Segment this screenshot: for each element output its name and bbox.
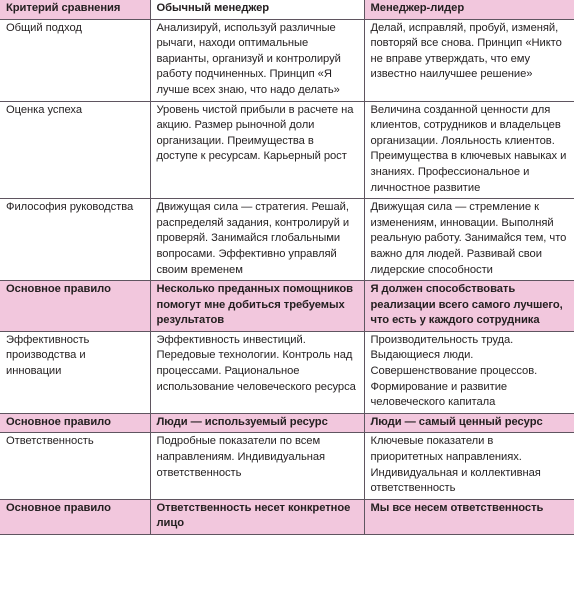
row-criterion: Основное правило (0, 281, 150, 332)
row-leader-manager: Делай, исправляй, пробуй, изменяй, повторяй все снова. Принцип «Никто не вправе утверждать, что ему известно наилучшее решение» (364, 19, 574, 101)
table-row (0, 199, 574, 281)
row-regular-manager: Несколько преданных помощников помогут мне добиться требуемых результатов (150, 281, 364, 332)
row-regular-manager: Движущая сила — стратегия. Решай, распределяй задания, контролируй и проверяй. Занимайся глобальными вопросами. Эффективно управляй своим временем (150, 199, 364, 281)
row-criterion: Эффективность производства и инновации (0, 331, 150, 413)
table-row (0, 433, 574, 499)
row-criterion: Основное правило (0, 499, 150, 534)
rule-row (0, 281, 574, 332)
rule-row (0, 413, 574, 433)
table-row (0, 331, 574, 413)
row-leader-manager: Ключевые показатели в приоритетных направлениях. Индивидуальная и коллективная ответственность (364, 433, 574, 499)
row-regular-manager: Анализируй, используй различные рычаги, находи оптимальные варианты, организуй и контролируй работу подчиненных. Принцип «Я лучше всех знаю, что надо делать» (150, 19, 364, 101)
row-regular-manager: Эффективность инвестиций. Передовые технологии. Контроль над процессами. Рациональное использование человеческого ресурса (150, 331, 364, 413)
row-regular-manager: Подробные показатели по всем направлениям. Индивидуальная ответственность (150, 433, 364, 499)
row-criterion: Общий подход (0, 19, 150, 101)
row-leader-manager: Люди — самый ценный ресурс (364, 413, 574, 433)
header-criterion: Критерий сравнения (0, 0, 150, 19)
row-criterion: Ответственность (0, 433, 150, 499)
row-leader-manager: Производительность труда. Выдающиеся люди. Совершенствование процессов. Формирование и развитие человеческого капитала (364, 331, 574, 413)
row-criterion: Философия руководства (0, 199, 150, 281)
row-criterion: Оценка успеха (0, 101, 150, 199)
table-row (0, 101, 574, 199)
rule-row (0, 499, 574, 534)
row-leader-manager: Движущая сила — стремление к изменениям, инновации. Выполняй реальную работу. Занимайся тем, что важно для людей. Развивай свои лидерские способности (364, 199, 574, 281)
row-leader-manager: Величина созданной ценности для клиентов, сотрудников и владельцев организации. Лояльность клиентов. Преимущества в ключевых навыках и знаниях. Профессиональное и личностное развитие (364, 101, 574, 199)
header-leader-manager: Менеджер-лидер (364, 0, 574, 19)
header-regular-manager: Обычный менеджер (150, 0, 364, 19)
table-row (0, 19, 574, 101)
row-regular-manager: Ответственность несет конкретное лицо (150, 499, 364, 534)
row-regular-manager: Уровень чистой прибыли в расчете на акцию. Размер рыночной доли организации. Преимущества в доступе к ресурсам. Карьерный рост (150, 101, 364, 199)
table-header-row (0, 0, 574, 19)
row-leader-manager: Я должен способствовать реализации всего самого лучшего, что есть у каждого сотрудника (364, 281, 574, 332)
row-regular-manager: Люди — используемый ресурс (150, 413, 364, 433)
row-criterion: Основное правило (0, 413, 150, 433)
row-leader-manager: Мы все несем ответственность (364, 499, 574, 534)
